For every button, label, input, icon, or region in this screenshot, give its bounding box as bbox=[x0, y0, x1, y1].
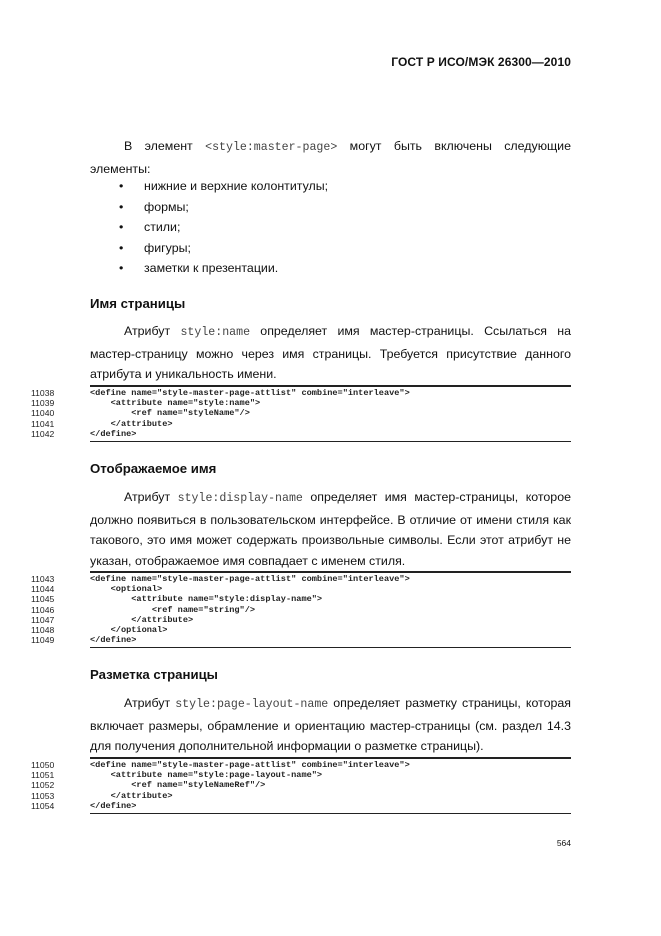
line-number: 11049 bbox=[31, 635, 55, 646]
section1-text-before: Атрибут bbox=[124, 324, 181, 338]
section1-text-after: определяет имя мастер-страницы. Ссылаться на мастер-страницу можно через имя страницы. Требуется присутствие данного атрибута и уникальность имени. bbox=[90, 324, 571, 381]
section3-text-after: определяет разметку страницы, которая включает размеры, обрамление и ориентацию мастер-страницы (см. раздел 14.3 для получения дополнительной информации о разметке страницы). bbox=[90, 696, 571, 753]
section1-paragraph bbox=[90, 321, 571, 385]
line-number: 11051 bbox=[31, 770, 55, 781]
code-text: <ref name="string"/> bbox=[90, 604, 256, 615]
code-text: <optional> bbox=[90, 584, 163, 595]
code-line bbox=[31, 614, 571, 625]
line-number: 11050 bbox=[31, 760, 55, 770]
code-line bbox=[31, 388, 571, 398]
code-line bbox=[31, 604, 571, 615]
element-list bbox=[90, 176, 328, 279]
code-text: <attribute name="style:name"> bbox=[90, 398, 261, 409]
list-item: • фигуры; bbox=[90, 238, 328, 259]
code-text: </attribute> bbox=[90, 418, 173, 429]
list-item: • формы; bbox=[90, 197, 328, 218]
section-heading-page-layout: Разметка страницы bbox=[90, 667, 218, 682]
code-text: </optional> bbox=[90, 624, 168, 635]
section2-text-before: Атрибут bbox=[124, 490, 178, 504]
line-number: 11046 bbox=[31, 604, 55, 615]
line-number: 11045 bbox=[31, 594, 55, 605]
section2-text-after: определяет имя мастер-страницы, которое должно появиться в пользовательском интерфейсе. В отличие от имени стиля как такового, это имя может содержать произвольные символы. Если этот атрибут не указан, отображаемое имя совпадает с именем стиля. bbox=[90, 490, 571, 568]
section-heading-display-name: Отображаемое имя bbox=[90, 461, 217, 476]
code-line bbox=[31, 574, 571, 584]
code-text: <define name="style-master-page-attlist" combine="interleave"> bbox=[90, 388, 410, 398]
line-number: 11042 bbox=[31, 428, 55, 439]
code-line bbox=[31, 800, 571, 811]
line-number: 11048 bbox=[31, 624, 55, 635]
code-line bbox=[31, 584, 571, 595]
code-line bbox=[31, 594, 571, 605]
line-number: 11041 bbox=[31, 418, 55, 429]
section-heading-page-name: Имя страницы bbox=[90, 296, 186, 311]
code-text: <define name="style-master-page-attlist" combine="interleave"> bbox=[90, 760, 410, 770]
code-line bbox=[31, 635, 571, 646]
code-line bbox=[31, 418, 571, 429]
line-number: 11052 bbox=[31, 780, 55, 791]
line-number: 11047 bbox=[31, 614, 55, 625]
code-line bbox=[31, 624, 571, 635]
code-block-3 bbox=[31, 757, 571, 814]
code-line bbox=[31, 428, 571, 439]
code-line bbox=[31, 760, 571, 770]
intro-text-after: могут быть включены следующие элементы: bbox=[90, 139, 571, 176]
page-number: 564 bbox=[556, 838, 571, 848]
code-text: </define> bbox=[90, 800, 137, 811]
intro-code: <style:master-page> bbox=[205, 141, 338, 154]
code-line bbox=[31, 770, 571, 781]
code-text: <ref name="styleNameRef"/> bbox=[90, 780, 266, 791]
section2-paragraph bbox=[90, 487, 571, 571]
intro-paragraph bbox=[90, 136, 571, 179]
intro-text-before: В элемент bbox=[124, 139, 206, 153]
code-line bbox=[31, 398, 571, 409]
section2-code: style:display-name bbox=[177, 492, 303, 505]
list-item: • заметки к презентации. bbox=[90, 258, 328, 279]
list-item: • нижние и верхние колонтитулы; bbox=[90, 176, 328, 197]
code-text: <attribute name="style:page-layout-name"> bbox=[90, 770, 323, 781]
line-number: 11054 bbox=[31, 800, 55, 811]
code-text: </define> bbox=[90, 428, 137, 439]
line-number: 11040 bbox=[31, 408, 55, 419]
line-number: 11043 bbox=[31, 574, 55, 584]
document-header: ГОСТ Р ИСО/МЭК 26300—2010 bbox=[391, 55, 571, 69]
code-text: </define> bbox=[90, 635, 137, 646]
list-item: • стили; bbox=[90, 217, 328, 238]
code-text: </attribute> bbox=[90, 614, 194, 625]
line-number: 11038 bbox=[31, 388, 55, 398]
line-number: 11039 bbox=[31, 398, 55, 409]
section3-paragraph bbox=[90, 693, 571, 757]
section1-code: style:name bbox=[180, 326, 251, 339]
code-block-2 bbox=[31, 571, 571, 648]
code-line bbox=[31, 408, 571, 419]
line-number: 11044 bbox=[31, 584, 55, 595]
code-block-1 bbox=[31, 385, 571, 442]
section3-text-before: Атрибут bbox=[124, 696, 176, 710]
line-number: 11053 bbox=[31, 790, 55, 801]
section3-code: style:page-layout-name bbox=[175, 698, 329, 711]
code-text: <attribute name="style:display-name"> bbox=[90, 594, 323, 605]
code-text: <define name="style-master-page-attlist" combine="interleave"> bbox=[90, 574, 410, 584]
code-line bbox=[31, 780, 571, 791]
code-text: </attribute> bbox=[90, 790, 173, 801]
code-text: <ref name="styleName"/> bbox=[90, 408, 250, 419]
code-line bbox=[31, 790, 571, 801]
